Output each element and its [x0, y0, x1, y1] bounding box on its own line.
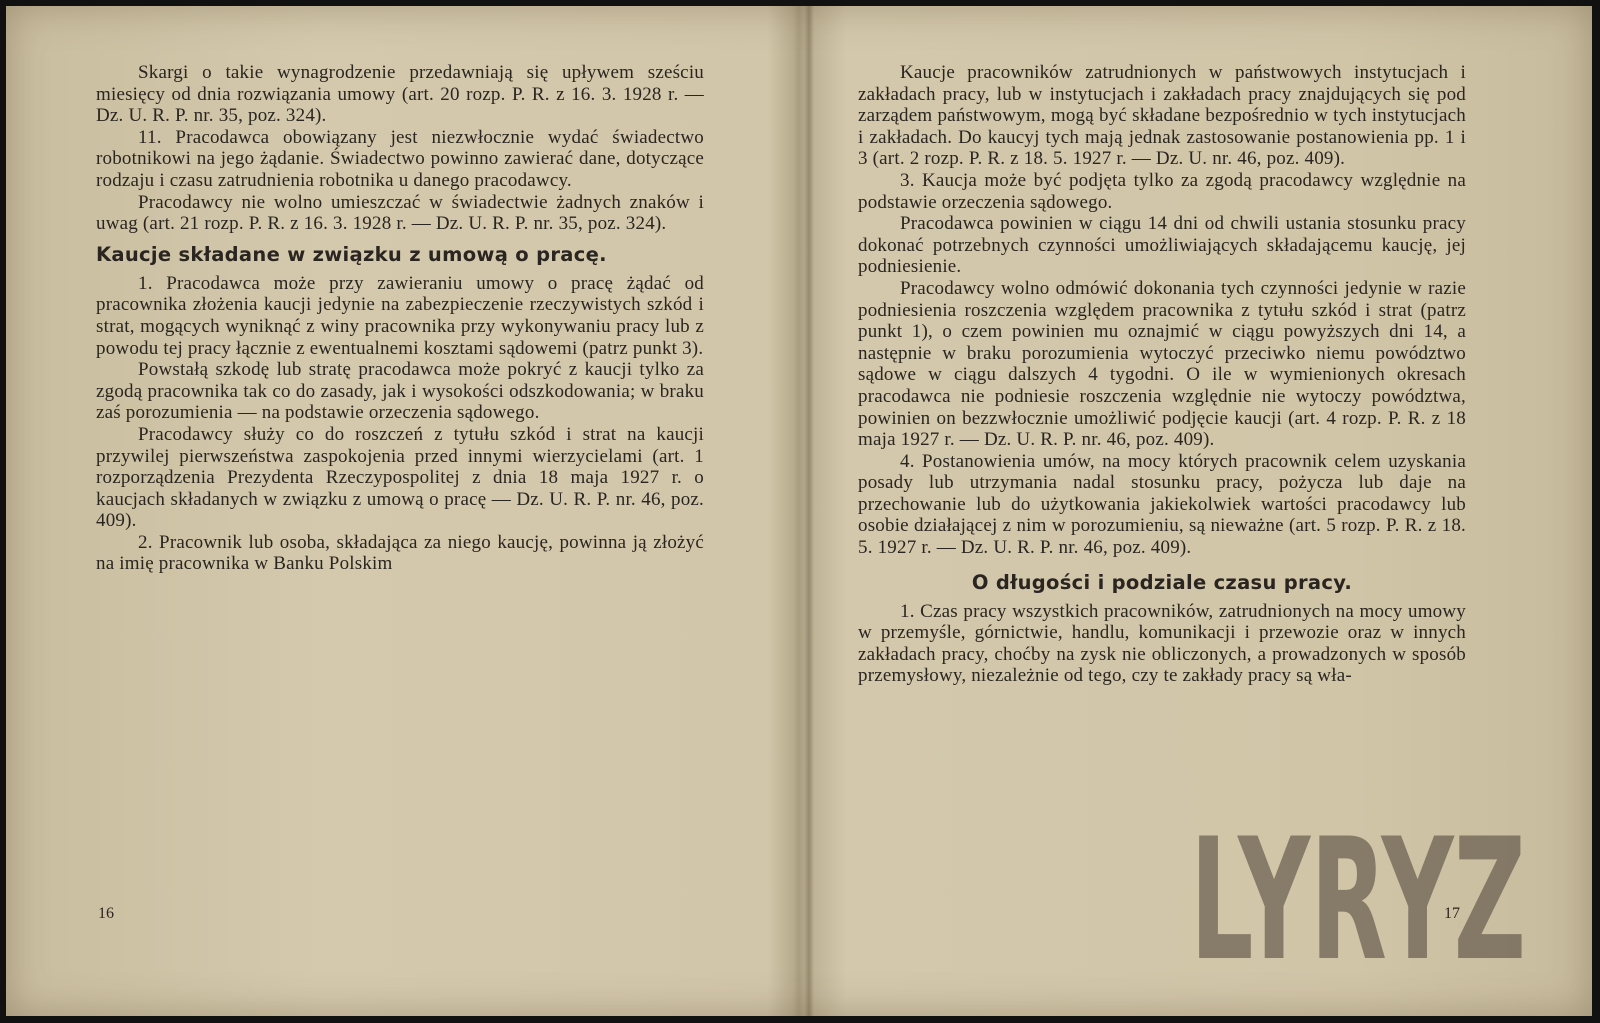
paragraph: Pracodawcy służy co do roszczeń z tytułu szkód i strat na kaucji przywilej pierwszeństwa zaspokojenia przed innymi wierzycielami (art. 1 rozporządzenia Prezydenta Rzeczypospolitej z dnia 18 maja 1927 r. o kaucjach składanych w związku z umową o pracę — Dz. U. R. P. nr. 46, poz. 409).	[96, 423, 704, 532]
paragraph: 3. Kaucja może być podjęta tylko za zgodą pracodawcy względnie na podstawie orzeczenia sądowego.	[858, 169, 1466, 213]
paragraph: 1. Pracodawca może przy zawieraniu umowy o pracę żądać od pracownika złożenia kaucji jedynie na zabezpieczenie rzeczywistych szkód i strat, mogących wyniknąć z winy pracownika przy wykonywaniu pracy lub z powodu tej pracy łącznie z ewentualnemi kosztami sądowemi (patrz punkt 3).	[96, 272, 704, 359]
paragraph: Skargi o takie wynagrodzenie przedawniają się upływem sześciu miesięcy od dnia rozwiązania umowy (art. 20 rozp. P. R. z 16. 3. 1928 r. — Dz. U. R. P. nr. 35, poz. 324).	[96, 62, 704, 127]
book-fold	[804, 6, 814, 1016]
right-page	[858, 62, 1466, 687]
paragraph: Powstałą szkodę lub stratę pracodawca może pokryć z kaucji tylko za zgodą pracownika tak co do zasady, jak i wysokości odszkodowania; w braku zaś porozumienia — na podstawie orzeczenia sądowego.	[96, 359, 704, 424]
section-heading: Kaucje składane w związku z umową o pracę.	[96, 242, 607, 266]
paragraph: 2. Pracownik lub osoba, składająca za niego kaucję, powinna ją złożyć na imię pracownika w Banku Polskim	[96, 531, 704, 575]
paragraph: Pracodawcy wolno odmówić dokonania tych czynności jedynie w razie podniesienia roszczenia względem pracownika z tytułu szkód i strat (patrz punkt 1), o czem powinien mu oznajmić w ciągu powyższych dni 14, a następnie w braku porozumienia wytoczyć przeciwko niemu powództwo sądowe w ciągu dalszych 4 tygodni. O ile w wymienionych okresach pracodawca nie podniesie roszczenia względnie nie wytoczy powództwa, powinien on bezzwłocznie umożliwić podjęcie kaucji (art. 4 rozp. P. R. z 18 maja 1927 r. — Dz. U. R. P. nr. 46, poz. 409).	[858, 277, 1466, 451]
page-number: 17	[1444, 905, 1460, 922]
page-number: 16	[98, 905, 114, 922]
paragraph: 1. Czas pracy wszystkich pracowników, zatrudnionych na mocy umowy w przemyśle, górnictwie, handlu, komunikacji i przewozie oraz w innych zakładach pracy, choćby na zysk nie obliczonych, a prowadzonych w sposób przemysłowy, niezależnie od tego, czy te zakłady pracy są wła-	[858, 600, 1466, 687]
section-heading: O długości i podziale czasu pracy.	[971, 570, 1353, 594]
paragraph: 4. Postanowienia umów, na mocy których pracownik celem uzyskania posady lub utrzymania nadal stosunku pracy, pożycza lub daje na przechowanie lub do użytkowania jakiekolwiek wartości pracodawcy lub osobie działającej z nim w porozumieniu, są nieważne (art. 5 rozp. P. R. z 18. 5. 1927 r. — Dz. U. R. P. nr. 46, poz. 409).	[858, 450, 1466, 559]
paragraph: Kaucje pracowników zatrudnionych w państwowych instytucjach i zakładach pracy, lub w instytucjach i zakładach pracy znajdujących się pod zarządem państwowym, mogą być składane bezpośrednio w tych instytucjach i zakładach. Do kaucyj tych mają jednak zastosowanie postanowienia pp. 1 i 3 (art. 2 rozp. P. R. z 18. 5. 1927 r. — Dz. U. nr. 46, poz. 409).	[858, 62, 1466, 170]
left-page	[96, 62, 704, 575]
library-watermark	[1190, 818, 1530, 968]
watermark-text: LYRYZ	[1190, 818, 1526, 968]
paragraph: Pracodawcy nie wolno umieszczać w świadectwie żadnych znaków i uwag (art. 21 rozp. P. R. z 16. 3. 1928 r. — Dz. U. R. P. nr. 35, poz. 324).	[96, 191, 704, 235]
paragraph: Pracodawca powinien w ciągu 14 dni od chwili ustania stosunku pracy dokonać potrzebnych czynności umożliwiających składającemu kaucję, jej podniesienie.	[858, 213, 1466, 278]
paragraph: 11. Pracodawca obowiązany jest niezwłocznie wydać świadectwo robotnikowi na jego żądanie. Świadectwo powinno zawierać dane, dotyczące rodzaju i czasu zatrudnienia robotnika u danego pracodawcy.	[96, 126, 704, 191]
